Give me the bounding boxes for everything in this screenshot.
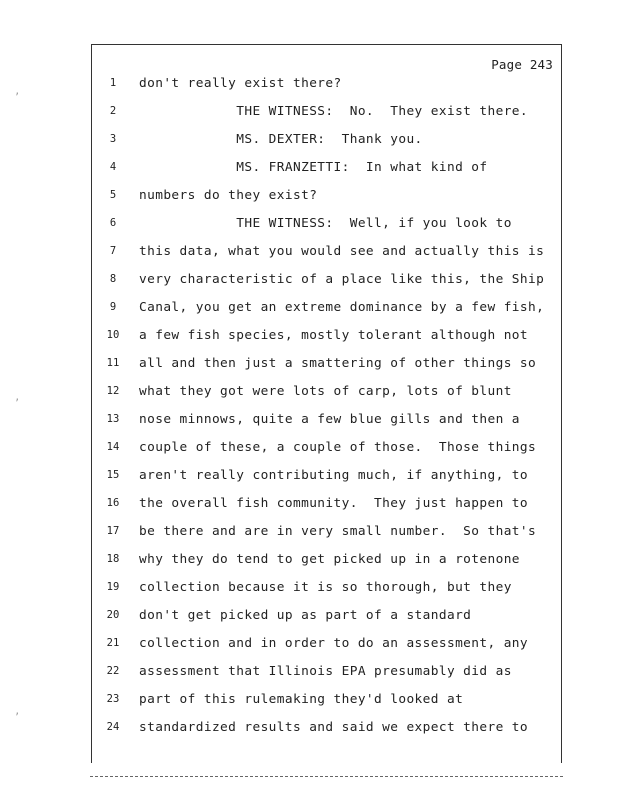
page-number: Page 243 <box>491 57 553 72</box>
transcript-line <box>92 131 561 159</box>
line-text: this data, what you would see and actually this is <box>139 244 545 259</box>
transcript-line <box>92 579 561 607</box>
line-text: what they got were lots of carp, lots of blunt <box>139 384 512 399</box>
line-text: MS. DEXTER: Thank you. <box>139 132 423 147</box>
transcript-line <box>92 411 561 439</box>
line-text: the overall fish community. They just happen to <box>139 496 529 511</box>
line-number: 10 <box>106 329 120 341</box>
line-number: 15 <box>106 469 120 481</box>
transcript-line <box>92 243 561 271</box>
line-number: 23 <box>106 693 120 705</box>
line-text: standardized results and said we expect there to <box>139 720 529 735</box>
line-text: a few fish species, mostly tolerant although not <box>139 328 529 343</box>
transcript-line <box>92 607 561 635</box>
line-number: 2 <box>109 105 117 117</box>
transcript-line <box>92 103 561 131</box>
transcript-line <box>92 439 561 467</box>
line-text: Canal, you get an extreme dominance by a few fish, <box>139 300 545 315</box>
transcript-line <box>92 187 561 215</box>
line-number: 8 <box>109 273 117 285</box>
line-number: 17 <box>106 525 120 537</box>
line-number: 16 <box>106 497 120 509</box>
line-number: 3 <box>109 133 117 145</box>
line-text: numbers do they exist? <box>139 188 318 203</box>
binding-hole-mark-bottom: ’ <box>14 712 21 723</box>
line-number: 1 <box>109 77 117 89</box>
line-text: nose minnows, quite a few blue gills and then a <box>139 412 520 427</box>
line-number: 13 <box>106 413 120 425</box>
line-text: couple of these, a couple of those. Those things <box>139 440 537 455</box>
transcript-line <box>92 75 561 103</box>
transcript-line <box>92 495 561 523</box>
line-text: THE WITNESS: No. They exist there. <box>139 104 529 119</box>
transcript-line <box>92 663 561 691</box>
line-text: be there and are in very small number. So that's <box>139 524 537 539</box>
binding-hole-mark-middle: ’ <box>14 398 21 409</box>
transcript-line <box>92 327 561 355</box>
line-text: why they do tend to get picked up in a rotenone <box>139 552 520 567</box>
line-number: 22 <box>106 665 120 677</box>
line-number: 12 <box>106 385 120 397</box>
line-number: 24 <box>106 721 120 733</box>
transcript-line <box>92 523 561 551</box>
transcript-lines <box>92 75 561 747</box>
line-number: 19 <box>106 581 120 593</box>
line-text: collection because it is so thorough, but they <box>139 580 512 595</box>
line-text: aren't really contributing much, if anything, to <box>139 468 529 483</box>
line-number: 14 <box>106 441 120 453</box>
transcript-frame <box>91 44 562 763</box>
transcript-line <box>92 215 561 243</box>
line-text: part of this rulemaking they'd looked at <box>139 692 464 707</box>
line-number: 9 <box>109 301 117 313</box>
line-number: 6 <box>109 217 117 229</box>
transcript-line <box>92 691 561 719</box>
transcript-line <box>92 271 561 299</box>
transcript-line <box>92 383 561 411</box>
line-number: 5 <box>109 189 117 201</box>
line-number: 21 <box>106 637 120 649</box>
line-text: assessment that Illinois EPA presumably did as <box>139 664 512 679</box>
transcript-line <box>92 551 561 579</box>
line-number: 7 <box>109 245 117 257</box>
transcript-line <box>92 159 561 187</box>
line-number: 20 <box>106 609 120 621</box>
line-text: collection and in order to do an assessment, any <box>139 636 529 651</box>
line-text: THE WITNESS: Well, if you look to <box>139 216 512 231</box>
transcript-line <box>92 355 561 383</box>
binding-hole-mark-top: ’ <box>14 92 21 103</box>
transcript-line <box>92 719 561 747</box>
transcript-line <box>92 299 561 327</box>
line-number: 4 <box>109 161 117 173</box>
line-text: MS. FRANZETTI: In what kind of <box>139 160 488 175</box>
line-number: 11 <box>106 357 120 369</box>
line-text: don't really exist there? <box>139 76 342 91</box>
transcript-line <box>92 467 561 495</box>
line-text: all and then just a smattering of other things so <box>139 356 537 371</box>
transcript-line <box>92 635 561 663</box>
line-number: 18 <box>106 553 120 565</box>
line-text: don't get picked up as part of a standard <box>139 608 472 623</box>
line-text: very characteristic of a place like this, the Ship <box>139 272 545 287</box>
